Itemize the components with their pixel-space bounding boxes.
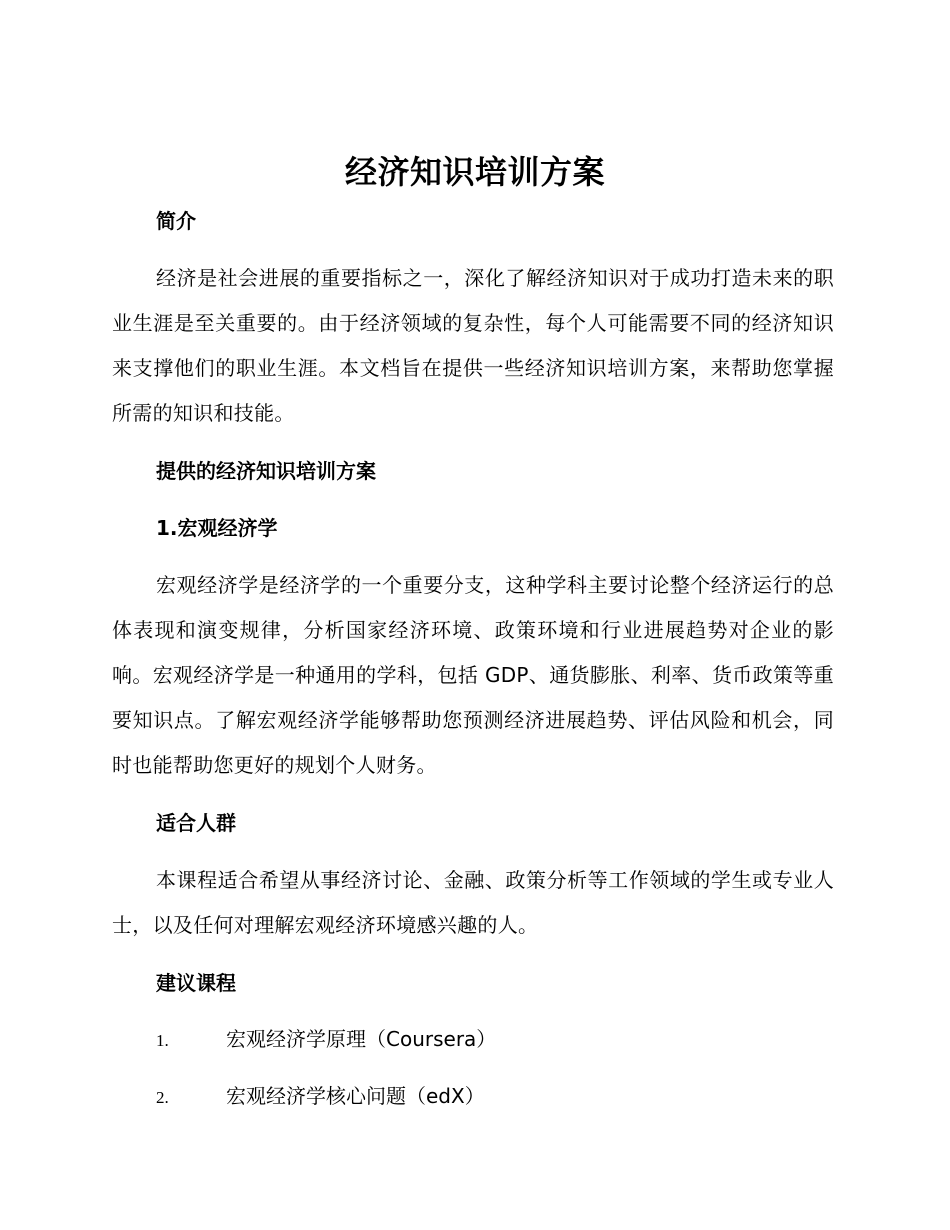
- offered-programs-heading: 提供的经济知识培训方案: [156, 459, 376, 483]
- course-list-item: [156, 1082, 485, 1112]
- list-number: 2.: [156, 1088, 169, 1107]
- audience-paragraph: 本课程适合希望从事经济讨论、金融、政策分析等工作领域的学生或专业人士，以及任何对理解宏观经济环境感兴趣的人。: [112, 868, 834, 937]
- macroeconomics-paragraph: 宏观经济学是经济学的一个重要分支，这种学科主要讨论整个经济运行的总体表现和演变规律，分析国家经济环境、政策环境和行业进展趋势对企业的影响。宏观经济学是一种通用的学科，包括 GDP、通货膨胀、利率、货币政策等重要知识点。了解宏观经济学能够帮助您预测经济进展趋势、评估风险和机会，同时也能帮助您更好的规划个人财务。: [112, 573, 834, 777]
- intro-heading: 简介: [156, 209, 196, 233]
- list-number: 1.: [156, 1031, 169, 1050]
- course-title: 宏观经济学核心问题（edX）: [226, 1084, 485, 1108]
- audience-heading: 适合人群: [156, 811, 236, 835]
- course-list-item: [156, 1025, 496, 1055]
- suggested-courses-heading: 建议课程: [156, 971, 236, 995]
- course-title: 宏观经济学原理（Coursera）: [226, 1027, 497, 1051]
- intro-paragraph: 经济是社会进展的重要指标之一，深化了解经济知识对于成功打造未来的职业生涯是至关重要的。由于经济领域的复杂性，每个人可能需要不同的经济知识来支撑他们的职业生涯。本文档旨在提供一些经济知识培训方案，来帮助您掌握所需的知识和技能。: [112, 266, 834, 425]
- macroeconomics-heading: 1.宏观经济学: [156, 516, 278, 540]
- document-title: 经济知识培训方案: [344, 153, 605, 191]
